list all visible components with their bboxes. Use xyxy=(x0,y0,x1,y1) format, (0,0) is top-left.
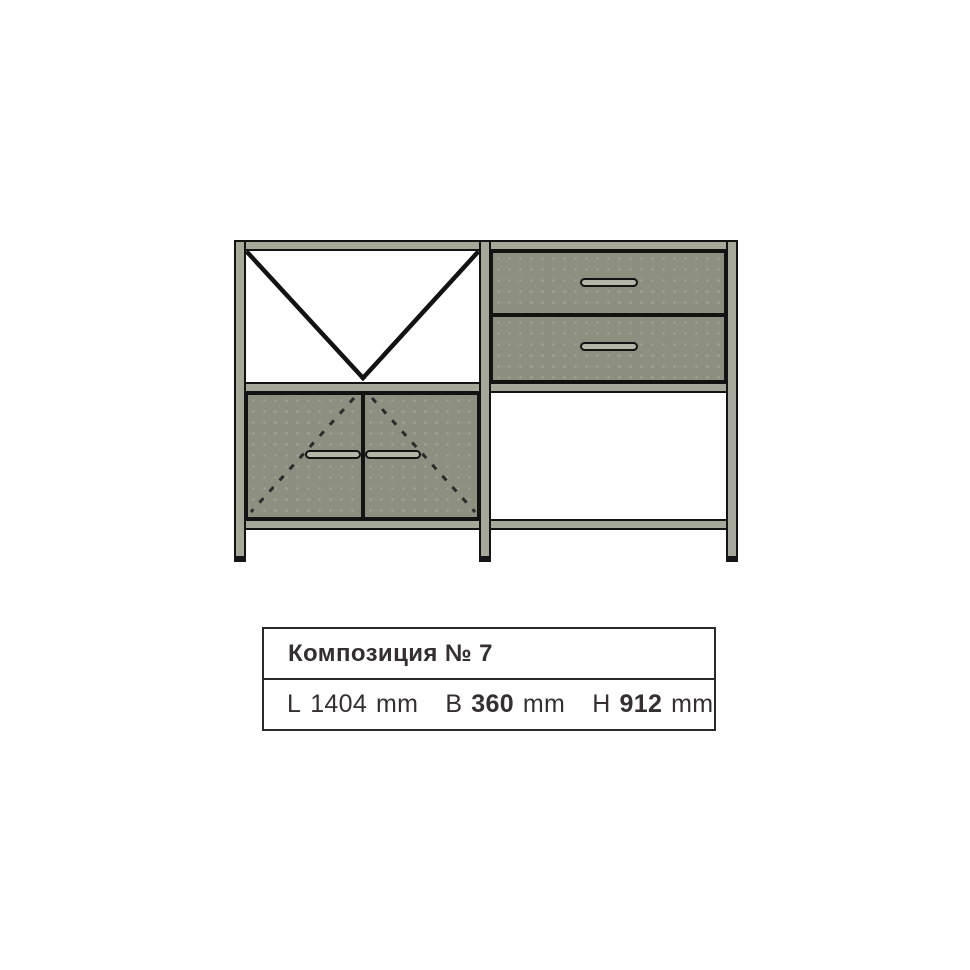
drawing-lines xyxy=(234,240,738,562)
composition-title: Композиция № 7 xyxy=(264,629,714,680)
drawer-bottom-handle xyxy=(580,342,638,351)
fold-door-mark-left xyxy=(248,253,363,378)
dimensions-row xyxy=(264,680,714,729)
dimension-depth: B 360 mm xyxy=(445,690,566,718)
drawer-top-handle xyxy=(580,278,638,287)
door-right-handle xyxy=(365,450,421,459)
dimension-height: H 912 mm xyxy=(592,690,714,718)
dimension-length: L 1404 mm xyxy=(287,690,419,718)
spec-box xyxy=(262,627,716,731)
door-left-handle xyxy=(305,450,361,459)
fold-door-mark-right xyxy=(363,253,477,378)
furniture-drawing xyxy=(234,240,738,562)
